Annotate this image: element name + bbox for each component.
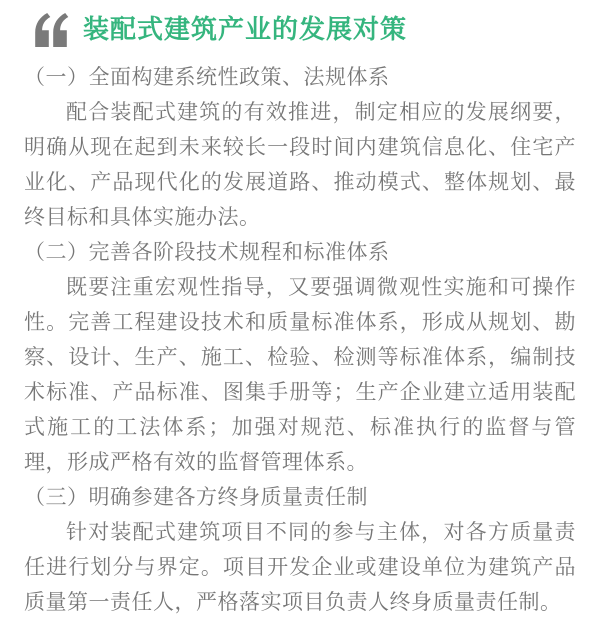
article-header: [34, 10, 576, 48]
section-paragraph: 配合装配式建筑的有效推进，制定相应的发展纲要，明确从现在起到未来较长一段时间内建筑信息化、住宅产业化、产品现代化的发展道路、推动模式、整体规划、最终目标和具体实施办法。: [24, 101, 576, 229]
section-paragraph: 针对装配式建筑项目不同的参与主体，对各方质量责任进行划分与界定。项目开发企业或建设单位为建筑产品质量第一责任人，严格落实项目负责人终身质量责任制。: [24, 521, 576, 614]
double-quote-icon: [34, 13, 74, 47]
section-heading: （三）明确参建各方终身质量责任制: [24, 486, 368, 509]
section-policy-system: [24, 60, 576, 235]
article-body: [24, 60, 576, 620]
section-technical-standards: [24, 235, 576, 480]
page-title: 装配式建筑产业的发展对策: [83, 14, 408, 44]
section-heading: （一）全面构建系统性政策、法规体系: [24, 66, 390, 89]
section-quality-responsibility: [24, 480, 576, 620]
section-heading: （二）完善各阶段技术规程和标准体系: [24, 241, 390, 264]
section-paragraph: 既要注重宏观性指导，又要强调微观性实施和可操作性。完善工程建设技术和质量标准体系，形成从规划、勘察、设计、生产、施工、检验、检测等标准体系，编制技术标准、产品标准、图集手册等；生产企业建立适用装配式施工的工法体系；加强对规范、标准执行的监督与管理，形成严格有效的监督管理体系。: [24, 276, 576, 474]
